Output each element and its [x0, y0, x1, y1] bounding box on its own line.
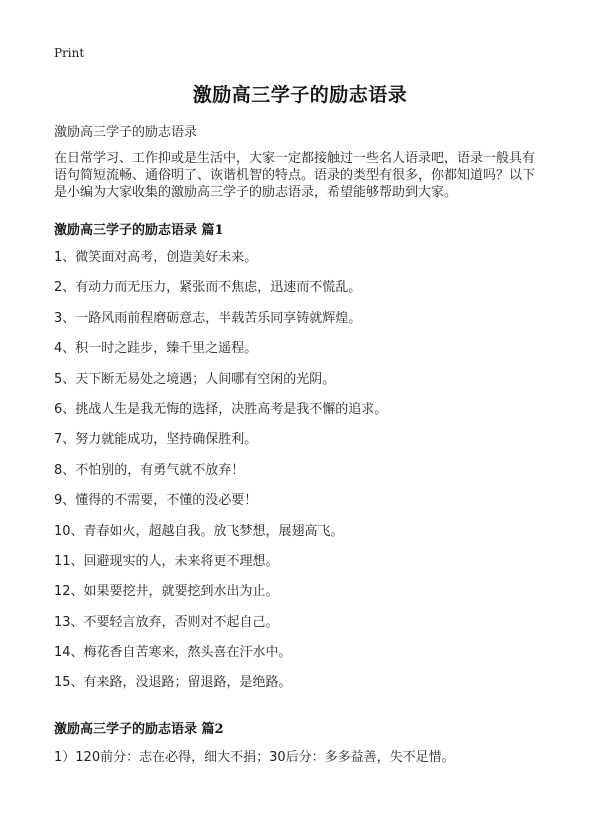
- list-item: 13、不要轻言放弃，否则对不起自己。: [54, 614, 279, 630]
- intro-paragraph: 在日常学习、工作抑或是生活中，大家一定都接触过一些名人语录吧，语录一般具有语句简短流畅、通俗明了、诙谐机智的特点。语录的类型有很多，你都知道吗？以下是小编为大家收集的激励高三学子的励志语录，希望能够帮助到大家。: [54, 151, 536, 200]
- print-link[interactable]: Print: [54, 46, 85, 60]
- quote-list-1: [54, 250, 546, 706]
- quote-list-2: [54, 750, 546, 780]
- list-item: 1、微笑面对高考，创造美好未来。: [54, 250, 258, 265]
- list-item: 10、青春如火，超越自我。放飞梦想，展翅高飞。: [54, 523, 344, 539]
- section-heading-2: 激励高三学子的励志语录 篇2: [54, 722, 224, 737]
- list-item: 5、天下断无易处之境遇；人间哪有空闲的光阴。: [54, 371, 336, 387]
- list-item: 2、有动力而无压力，紧张而不焦虑，迅速而不慌乱。: [54, 280, 362, 296]
- list-item: 8、不怕别的，有勇气就不放弃！: [54, 462, 245, 478]
- list-item: 6、挑战人生是我无悔的选择，决胜高考是我不懈的追求。: [54, 401, 388, 417]
- list-item: 9、懂得的不需要，不懂的没必要！: [54, 493, 258, 509]
- list-item: 15、有来路，没退路；留退路，是绝路。: [54, 675, 292, 691]
- section-heading-1: 激励高三学子的励志语录 篇1: [54, 223, 224, 238]
- list-item: 7、努力就能成功，坚持确保胜利。: [54, 432, 258, 448]
- list-item: 4、积一时之跬步，臻千里之遥程。: [54, 341, 258, 357]
- document-title: 激励高三学子的励志语录: [192, 84, 408, 106]
- list-item: 11、回避现实的人，未来将更不理想。: [54, 553, 279, 569]
- document-subtitle: 激励高三学子的励志语录: [54, 125, 198, 140]
- list-item: 12、如果要挖井，就要挖到水出为止。: [54, 584, 279, 600]
- list-item: 3、一路风雨前程磨砺意志，半载苦乐同享铸就辉煌。: [54, 310, 362, 326]
- list-item: 14、梅花香自苦寒来，熬头喜在汗水中。: [54, 645, 292, 661]
- list-item: 1）120前分：志在必得，细大不捐；30后分：多多益善，失不足惜。: [54, 750, 455, 765]
